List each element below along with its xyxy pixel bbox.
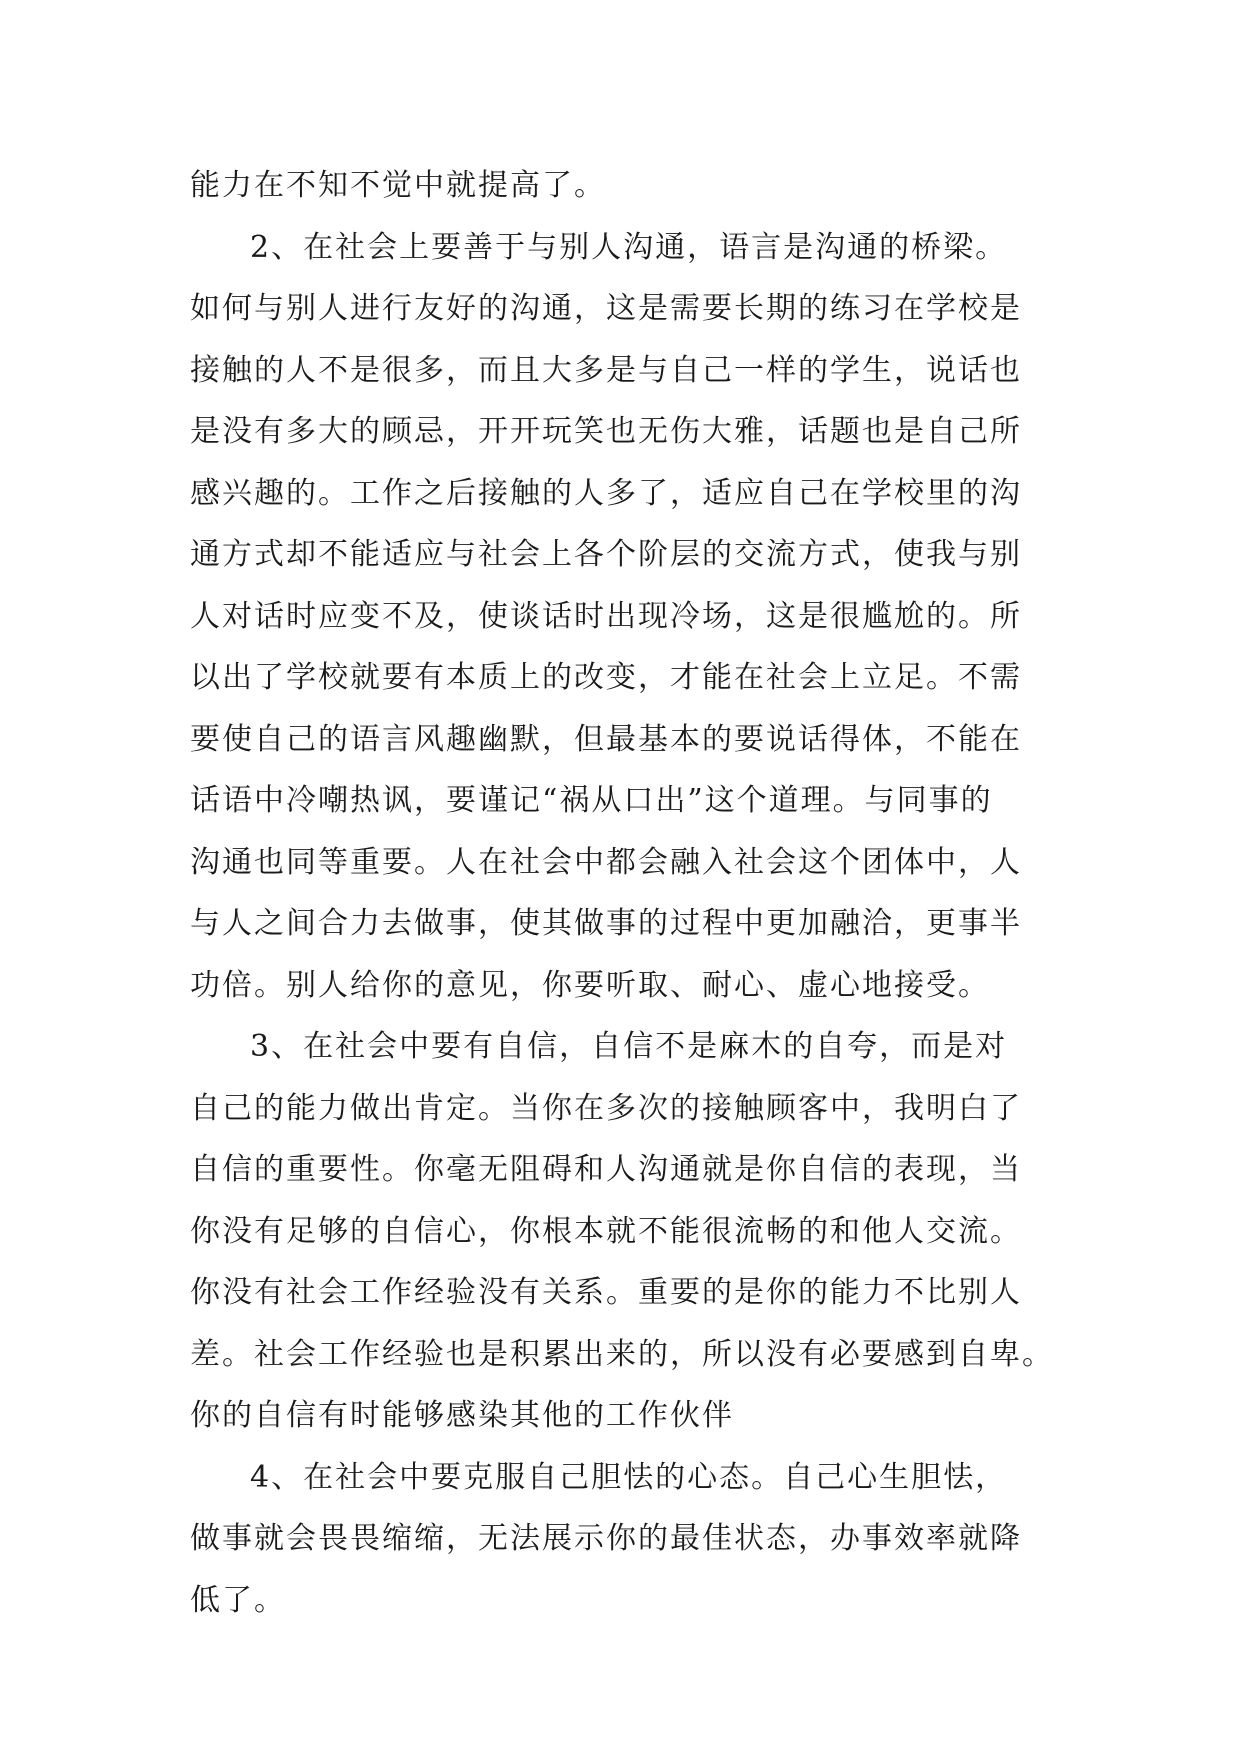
text-line: 话语中冷嘲热讽，要谨记“祸从口出”这个道理。与同事的: [190, 783, 993, 818]
text-line: 做事就会畏畏缩缩，无法展示你的最佳状态，办事效率就降: [190, 1521, 1022, 1556]
text-line: 以出了学校就要有本质上的改变，才能在社会上立足。不需: [190, 660, 1022, 695]
text-line: 差。社会工作经验也是积累出来的，所以没有必要感到自卑。: [190, 1336, 1054, 1372]
paragraph-2-start: 2、在社会上要善于与别人沟通，语言是沟通的桥梁。: [250, 229, 1008, 265]
text-line: 要使自己的语言风趣幽默，但最基本的要说话得体，不能在: [190, 721, 1022, 757]
text-line: 与人之间合力去做事，使其做事的过程中更加融洽，更事半: [190, 906, 1022, 941]
text-line: 你没有社会工作经验没有关系。重要的是你的能力不比别人: [190, 1275, 1022, 1310]
text-line: 如何与别人进行友好的沟通，这是需要长期的练习在学校是: [190, 291, 1022, 326]
text-line: 自信的重要性。你毫无阻碍和人沟通就是你自信的表现，当: [190, 1152, 1022, 1187]
text-line: 沟通也同等重要。人在社会中都会融入社会这个团体中，人: [190, 844, 1022, 880]
paragraph-3-start: 3、在社会中要有自信，自信不是麻木的自夸，而是对: [250, 1029, 1008, 1064]
text-line: 低了。: [190, 1582, 286, 1618]
text-line: 是没有多大的顾忌，开开玩笑也无伤大雅，话题也是自己所: [190, 414, 1022, 449]
text-line: 你没有足够的自信心，你根本就不能很流畅的和他人交流。: [190, 1213, 1022, 1249]
text-line: 你的自信有时能够感染其他的工作伙伴: [190, 1398, 734, 1433]
text-line: 感兴趣的。工作之后接触的人多了，适应自己在学校里的沟: [190, 475, 1022, 511]
document-body: [190, 155, 1060, 1631]
text-line: 能力在不知不觉中就提高了。: [190, 168, 606, 203]
text-line: 通方式却不能适应与社会上各个阶层的交流方式，使我与别: [190, 537, 1022, 572]
text-line: 功倍。别人给你的意见，你要听取、耐心、虚心地接受。: [190, 967, 990, 1003]
text-line: 接触的人不是很多，而且大多是与自己一样的学生，说话也: [190, 352, 1022, 388]
paragraph-4-start: 4、在社会中要克服自己胆怯的心态。自己心生胆怯，: [250, 1459, 1008, 1495]
text-line: 自己的能力做出肯定。当你在多次的接触顾客中，我明白了: [190, 1090, 1022, 1126]
text-line: 人对话时应变不及，使谈话时出现冷场，这是很尴尬的。所: [190, 598, 1022, 634]
